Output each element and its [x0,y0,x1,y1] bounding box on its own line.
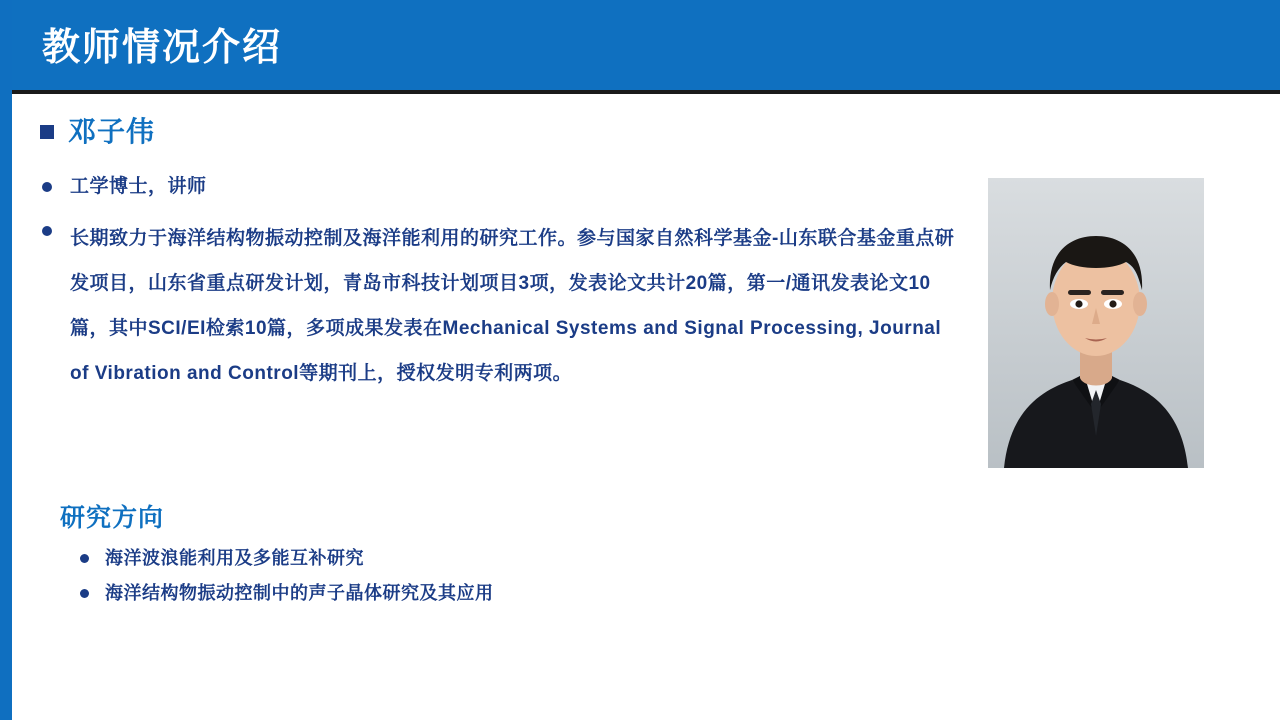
research-section-title: 研究方向 [60,504,165,532]
dot-bullet-icon [80,554,89,563]
dot-bullet-icon [80,589,89,598]
dot-bullet-icon [42,226,52,236]
portrait-photo [988,178,1204,468]
header-band [12,0,1280,90]
person-bullet-text: 长期致力于海洋结构物振动控制及海洋能利用的研究工作。参与国家自然科学基金-山东联合基金重点研发项目，山东省重点研发计划，青岛市科技计划项目3项，发表论文共计20篇，第一/通讯发表论文10篇，其中SCI/EI检索10篇，多项成果发表在Mechanical Systems and Signal Processing, Journal of Vibration and Control等期刊上，授权发明专利两项。 [70,228,955,384]
list-item [80,581,880,606]
person-name: 邓子伟 [68,116,156,147]
list-item [42,172,962,200]
person-bullet-text: 工学博士，讲师 [70,176,207,197]
list-item [42,216,962,396]
research-list [80,546,880,616]
square-bullet-icon [40,125,54,139]
slide-body [12,94,1280,720]
left-accent-bar [0,0,12,720]
research-item-text: 海洋波浪能利用及多能互补研究 [105,548,364,568]
research-item-text: 海洋结构物振动控制中的声子晶体研究及其应用 [105,583,494,603]
list-item [80,546,880,571]
person-bullet-list [42,172,962,412]
dot-bullet-icon [42,182,52,192]
page-title: 教师情况介绍 [42,27,283,69]
person-name-row [40,116,155,148]
